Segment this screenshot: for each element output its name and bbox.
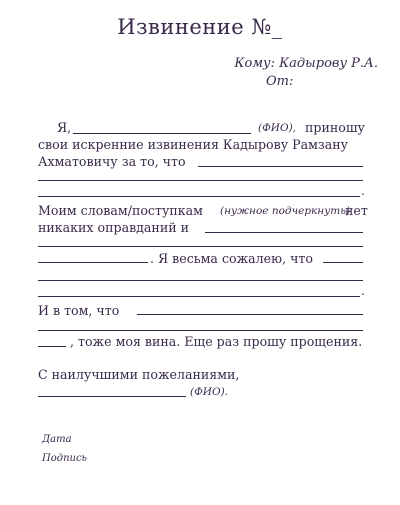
excuse-blank-line-1[interactable] <box>205 232 363 233</box>
recipient-line: Кому: Кадырову Р.А. <box>234 56 378 71</box>
p1-line2-text: свои искренние извинения Кадырову Рамзану <box>38 137 349 152</box>
regret-blank-line-2[interactable] <box>38 280 363 281</box>
regret-blank-line-1[interactable] <box>323 262 363 263</box>
p1-line3-text: Ахматовичу за то, что <box>38 154 186 169</box>
reason-blank-line-3[interactable] <box>38 196 360 197</box>
closing-fio-blank-line[interactable] <box>38 396 186 397</box>
signature-label: Подпись <box>42 453 88 464</box>
p3-end-text: , тоже моя вина. Еще раз прошу прощения. <box>70 334 363 349</box>
regret-text: . Я весьма сожалею, что <box>150 251 313 266</box>
p1-end-text: приношу <box>305 120 365 135</box>
closing-fio-hint: (ФИО). <box>190 386 229 398</box>
p2-line2-text: никаких оправданий и <box>38 220 190 235</box>
fault-blank-line-1[interactable] <box>137 314 363 315</box>
p3-start-text: И в том, что <box>38 303 120 318</box>
regret-end-dot: . <box>361 284 365 298</box>
reason-blank-line-2[interactable] <box>38 180 363 181</box>
closing-text: С наилучшими пожеланиями, <box>38 367 240 382</box>
excuse-blank-line-3[interactable] <box>38 262 148 263</box>
p2-hint: (нужное подчеркнуть) <box>220 205 351 217</box>
excuse-blank-line-2[interactable] <box>38 246 363 247</box>
p2-end-text: нет <box>345 203 368 218</box>
fault-blank-line-2[interactable] <box>38 330 363 331</box>
reason-end-dot: . <box>361 184 365 198</box>
fio-blank-line[interactable] <box>73 133 251 134</box>
p2-start-text: Моим словам/поступкам <box>38 203 203 218</box>
sender-line-label: От: <box>266 74 294 89</box>
regret-blank-line-3[interactable] <box>38 296 360 297</box>
p1-start-text: Я, <box>57 120 72 135</box>
reason-blank-line-1[interactable] <box>198 166 363 167</box>
fault-blank-line-3[interactable] <box>38 346 66 347</box>
page-title: Извинение №_ <box>117 15 283 39</box>
date-label: Дата <box>42 434 72 445</box>
fio-hint: (ФИО), <box>258 122 297 134</box>
